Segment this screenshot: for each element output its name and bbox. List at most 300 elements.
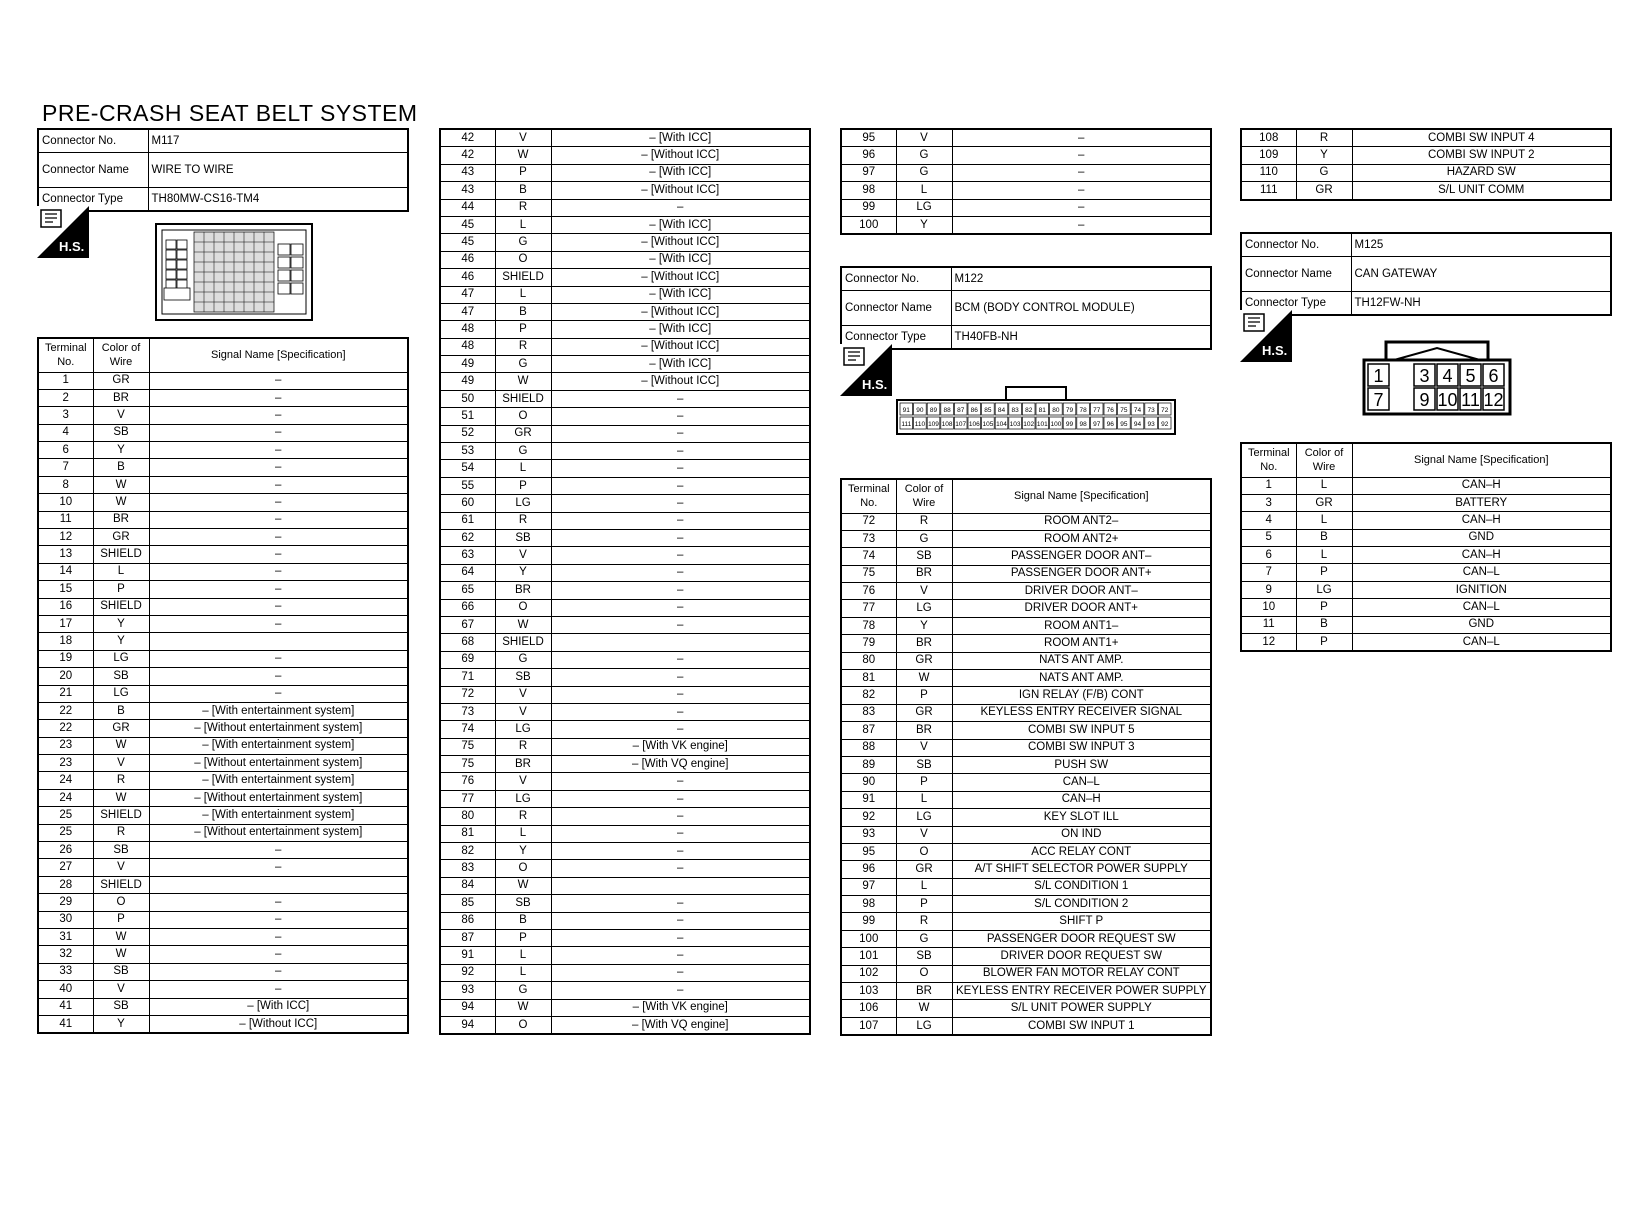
wire-color-cell: V (896, 583, 952, 600)
pin-number: 6 (1488, 366, 1499, 386)
wire-color-cell: BR (896, 722, 952, 739)
wire-color-cell: SB (896, 948, 952, 965)
terminal-no-cell: 76 (440, 773, 495, 790)
signal-name-header: Signal Name [Specification] (149, 338, 408, 372)
signal-name-cell: – (551, 390, 810, 407)
connector-name-label: Connector Name (1241, 257, 1351, 292)
terminal-no-cell: 49 (440, 356, 495, 373)
signal-name-cell: – (551, 443, 810, 460)
signal-name-cell: – (551, 529, 810, 546)
terminal-no-cell: 107 (841, 1017, 896, 1035)
terminal-no-cell: 4 (1241, 512, 1296, 529)
terminal-no-cell: 98 (841, 182, 896, 199)
terminal-no-cell: 100 (841, 930, 896, 947)
table-row (841, 635, 1211, 652)
table-row (38, 702, 408, 719)
wire-color-cell: BR (93, 511, 149, 528)
table-row (440, 843, 810, 860)
signal-name-cell: – (551, 599, 810, 616)
table-row (1241, 634, 1611, 652)
signal-name-cell: NATS ANT AMP. (952, 670, 1211, 687)
wire-color-cell: GR (93, 372, 149, 389)
pin-number: 73 (1147, 407, 1155, 414)
signal-name-cell: ROOM ANT2+ (952, 530, 1211, 547)
table-row (841, 756, 1211, 773)
wire-color-cell: V (896, 739, 952, 756)
wire-color-cell: BR (896, 565, 952, 582)
terminal-no-cell: 31 (38, 929, 93, 946)
signal-name-cell: KEYLESS ENTRY RECEIVER SIGNAL (952, 704, 1211, 721)
signal-name-cell: – [Without ICC] (551, 373, 810, 390)
table-row (38, 529, 408, 546)
terminal-no-cell: 93 (440, 982, 495, 999)
pin-number: 90 (916, 407, 924, 414)
signal-name-cell: – (551, 199, 810, 216)
terminal-no-cell: 43 (440, 182, 495, 199)
m122-terminal-table (840, 478, 1212, 1036)
wire-color-cell: BR (896, 635, 952, 652)
m122-connector-no: M122 (951, 267, 1211, 291)
terminal-table (1240, 128, 1612, 201)
terminal-no-cell: 26 (38, 842, 93, 859)
table-row (38, 876, 408, 893)
m117-connector-name: WIRE TO WIRE (148, 153, 408, 188)
wire-color-cell: V (896, 129, 952, 147)
signal-name-cell: – [With VQ engine] (551, 1016, 810, 1034)
signal-name-cell (551, 877, 810, 894)
signal-name-cell: – (551, 860, 810, 877)
table-row (38, 807, 408, 824)
table-row (440, 1016, 810, 1034)
wire-color-cell: GR (1296, 494, 1352, 511)
wire-color-cell: O (495, 860, 551, 877)
wire-color-cell: G (1296, 164, 1352, 181)
signal-name-cell: – (551, 721, 810, 738)
terminal-no-cell: 1 (1241, 477, 1296, 494)
wire-color-cell: R (495, 338, 551, 355)
table-row (38, 963, 408, 980)
signal-name-cell: ROOM ANT2– (952, 513, 1211, 530)
signal-name-cell: CAN–H (1352, 477, 1611, 494)
wire-color-cell: Y (1296, 147, 1352, 164)
signal-name-cell: HAZARD SW (1352, 164, 1611, 181)
pin-number: 76 (1106, 407, 1114, 414)
terminal-no-cell: 73 (440, 703, 495, 720)
signal-name-cell: – [Without ICC] (551, 269, 810, 286)
table-row (841, 216, 1211, 234)
wire-color-cell: L (495, 216, 551, 233)
table-row (440, 582, 810, 599)
wire-color-cell: GR (93, 720, 149, 737)
terminal-no-cell: 97 (841, 164, 896, 181)
wire-color-cell: W (495, 616, 551, 633)
table-row (440, 460, 810, 477)
table-row (1241, 529, 1611, 546)
terminal-no-cell: 5 (1241, 529, 1296, 546)
terminal-no-cell: 75 (841, 565, 896, 582)
wire-color-cell: SB (93, 842, 149, 859)
wire-color-cell: Y (495, 843, 551, 860)
signal-name-cell: ON IND (952, 826, 1211, 843)
terminal-no-cell: 91 (440, 947, 495, 964)
signal-name-cell: – (952, 164, 1211, 181)
pin-number: 93 (1147, 421, 1155, 428)
terminal-table (37, 337, 409, 1034)
terminal-no-cell: 60 (440, 495, 495, 512)
terminal-no-cell: 80 (841, 652, 896, 669)
terminal-no-cell: 77 (440, 790, 495, 807)
wire-color-cell: SB (896, 548, 952, 565)
terminal-no-cell: 89 (841, 756, 896, 773)
wire-color-cell: W (93, 789, 149, 806)
signal-name-cell: IGN RELAY (F/B) CONT (952, 687, 1211, 704)
wire-color-cell: P (1296, 564, 1352, 581)
terminal-no-cell: 21 (38, 685, 93, 702)
signal-name-cell: – [Without ICC] (551, 338, 810, 355)
signal-name-cell: CAN–L (1352, 564, 1611, 581)
wire-color-cell: W (93, 929, 149, 946)
signal-name-cell: S/L CONDITION 2 (952, 896, 1211, 913)
pin-number: 78 (1079, 407, 1087, 414)
pin-number: 3 (1419, 366, 1430, 386)
pin-number: 100 (1050, 421, 1062, 428)
terminal-table (1240, 442, 1612, 652)
signal-name-cell: COMBI SW INPUT 4 (1352, 129, 1611, 147)
terminal-no-cell: 17 (38, 615, 93, 632)
table-row (841, 548, 1211, 565)
wire-color-cell: SB (495, 669, 551, 686)
pin-number: 5 (1465, 366, 1476, 386)
wire-color-cell: GR (896, 652, 952, 669)
table-row (440, 964, 810, 981)
terminal-no-cell: 83 (440, 860, 495, 877)
terminal-no-cell: 97 (841, 878, 896, 895)
signal-name-cell: – (551, 512, 810, 529)
wire-color-cell: V (495, 773, 551, 790)
terminal-no-cell: 90 (841, 774, 896, 791)
wire-color-cell: O (896, 843, 952, 860)
signal-name-cell: – [With ICC] (551, 321, 810, 338)
terminal-no-cell: 42 (440, 147, 495, 164)
signal-name-cell: COMBI SW INPUT 5 (952, 722, 1211, 739)
connector-type-label: Connector Type (841, 326, 951, 350)
signal-name-cell: – (149, 859, 408, 876)
table-row (440, 616, 810, 633)
table-row (38, 476, 408, 493)
table-row (440, 356, 810, 373)
wire-color-cell: BR (495, 582, 551, 599)
terminal-no-cell: 46 (440, 269, 495, 286)
wire-color-cell: W (495, 373, 551, 390)
terminal-no-cell: 79 (841, 635, 896, 652)
pin-number: 84 (997, 407, 1006, 414)
pin-number: 72 (1161, 407, 1169, 414)
terminal-no-cell: 66 (440, 599, 495, 616)
pin-number: 108 (941, 421, 953, 428)
table-row (38, 442, 408, 459)
table-row (38, 494, 408, 511)
table-row (440, 703, 810, 720)
pin-number: 81 (1038, 407, 1046, 414)
table-row (440, 895, 810, 912)
table-row (440, 321, 810, 338)
terminal-no-cell: 6 (38, 442, 93, 459)
table-row (440, 564, 810, 581)
pin-number: 105 (982, 421, 994, 428)
table-row (841, 670, 1211, 687)
signal-name-cell: CAN–L (1352, 599, 1611, 616)
signal-name-cell: – [With ICC] (551, 251, 810, 268)
terminal-no-cell: 82 (440, 843, 495, 860)
table-row (38, 511, 408, 528)
m125-connector-no: M125 (1351, 233, 1611, 257)
signal-name-cell: COMBI SW INPUT 2 (1352, 147, 1611, 164)
signal-name-cell (149, 633, 408, 650)
signal-name-cell: – (551, 408, 810, 425)
wire-color-cell: SHIELD (93, 546, 149, 563)
connector-no-label: Connector No. (38, 129, 148, 153)
color-of-wire-header: Color of Wire (1296, 443, 1352, 477)
pin-number: 111 (901, 421, 912, 428)
terminal-no-cell: 50 (440, 390, 495, 407)
wire-color-cell: LG (896, 600, 952, 617)
table-row (440, 999, 810, 1016)
table-row (38, 789, 408, 806)
table-row (440, 547, 810, 564)
wire-color-cell: SB (495, 895, 551, 912)
signal-name-cell: – (149, 981, 408, 998)
terminal-no-cell: 68 (440, 634, 495, 651)
wire-color-cell: LG (93, 650, 149, 667)
wire-color-cell: O (495, 1016, 551, 1034)
terminal-no-cell: 51 (440, 408, 495, 425)
terminal-no-cell: 8 (38, 476, 93, 493)
terminal-no-cell: 80 (440, 808, 495, 825)
pin-number: 1 (1373, 366, 1384, 386)
signal-name-cell: CAN–L (1352, 634, 1611, 652)
wire-color-cell: R (495, 199, 551, 216)
connector-name-label: Connector Name (38, 153, 148, 188)
table-row (38, 859, 408, 876)
terminal-no-cell: 55 (440, 477, 495, 494)
terminal-no-cell: 67 (440, 616, 495, 633)
signal-name-cell: – (149, 894, 408, 911)
wire-color-cell: G (495, 443, 551, 460)
wire-color-cell: L (896, 182, 952, 199)
table-row (440, 147, 810, 164)
terminal-no-cell: 74 (440, 721, 495, 738)
table-row (38, 981, 408, 998)
terminal-no-cell: 82 (841, 687, 896, 704)
wire-color-cell: SB (93, 963, 149, 980)
m117-terminal-table-part-a (37, 337, 409, 1034)
signal-name-cell: – (551, 703, 810, 720)
terminal-no-cell: 16 (38, 598, 93, 615)
wire-color-cell: P (896, 687, 952, 704)
table-row (841, 182, 1211, 199)
terminal-no-cell: 95 (841, 129, 896, 147)
terminal-no-cell: 44 (440, 199, 495, 216)
pin-number: 75 (1120, 407, 1128, 414)
wire-color-cell: O (495, 408, 551, 425)
table-row (841, 583, 1211, 600)
pin-number: 94 (1133, 421, 1142, 428)
terminal-no-cell: 10 (1241, 599, 1296, 616)
pin-number: 103 (1009, 421, 1021, 428)
signal-name-cell: PUSH SW (952, 756, 1211, 773)
wire-color-cell: W (93, 737, 149, 754)
hs-label: H.S. (1262, 343, 1288, 358)
terminal-no-cell: 103 (841, 983, 896, 1000)
signal-name-cell: – [Without ICC] (551, 147, 810, 164)
signal-name-cell: – (149, 476, 408, 493)
m125-terminal-table (1240, 442, 1612, 652)
table-row (440, 634, 810, 651)
terminal-no-cell: 10 (38, 494, 93, 511)
terminal-no-cell: 96 (841, 861, 896, 878)
table-row (1241, 599, 1611, 616)
terminal-no-cell: 1 (38, 372, 93, 389)
m125-connector-type: TH12FW-NH (1351, 292, 1611, 316)
signal-name-cell: ROOM ANT1– (952, 617, 1211, 634)
table-row (440, 756, 810, 773)
wire-color-cell: B (495, 303, 551, 320)
wire-color-cell: GR (495, 425, 551, 442)
terminal-no-cell: 45 (440, 234, 495, 251)
terminal-no-cell: 46 (440, 251, 495, 268)
wire-color-cell: B (93, 702, 149, 719)
terminal-no-cell: 99 (841, 913, 896, 930)
table-row (38, 946, 408, 963)
hs-label: H.S. (59, 239, 85, 254)
signal-name-cell: – (551, 564, 810, 581)
table-row (841, 530, 1211, 547)
wire-color-cell: L (1296, 512, 1352, 529)
pin-number: 7 (1373, 390, 1384, 410)
signal-name-cell: – [With entertainment system] (149, 702, 408, 719)
connector-no-label: Connector No. (841, 267, 951, 291)
signal-name-cell: – [With VK engine] (551, 999, 810, 1016)
wire-color-cell: P (495, 929, 551, 946)
wire-color-cell: V (896, 826, 952, 843)
wire-color-cell: SHIELD (93, 876, 149, 893)
signal-name-cell: – (149, 685, 408, 702)
table-row (841, 774, 1211, 791)
terminal-no-cell: 24 (38, 772, 93, 789)
table-row (1241, 477, 1611, 494)
table-row (38, 685, 408, 702)
table-row (841, 704, 1211, 721)
signal-name-cell: – [With entertainment system] (149, 772, 408, 789)
wire-color-cell: R (495, 738, 551, 755)
terminal-no-cell: 14 (38, 563, 93, 580)
pin-number: 86 (970, 407, 978, 414)
m117-connector-type: TH80MW-CS16-TM4 (148, 188, 408, 212)
terminal-no-cell: 94 (440, 999, 495, 1016)
signal-name-cell: – (551, 912, 810, 929)
table-row (841, 617, 1211, 634)
table-row (1241, 512, 1611, 529)
signal-name-cell: ACC RELAY CONT (952, 843, 1211, 860)
m117-terminal-table-part-c (840, 128, 1212, 235)
table-row (1241, 147, 1611, 164)
terminal-no-cell: 7 (38, 459, 93, 476)
terminal-no-cell: 15 (38, 581, 93, 598)
terminal-no-cell: 71 (440, 669, 495, 686)
signal-name-cell: – [Without ICC] (149, 1015, 408, 1033)
table-row (841, 513, 1211, 530)
wire-color-cell: B (93, 459, 149, 476)
signal-name-cell: – [Without ICC] (551, 182, 810, 199)
m117-info-table (37, 128, 409, 212)
wire-color-cell: L (93, 563, 149, 580)
connector-name-label: Connector Name (841, 291, 951, 326)
table-row (38, 633, 408, 650)
terminal-no-cell: 7 (1241, 564, 1296, 581)
wire-color-cell: P (495, 164, 551, 181)
table-row (440, 599, 810, 616)
terminal-no-cell: 25 (38, 824, 93, 841)
wire-color-cell: Y (93, 633, 149, 650)
signal-name-cell: – [Without entertainment system] (149, 824, 408, 841)
terminal-no-cell: 30 (38, 911, 93, 928)
m125-info-table (1240, 232, 1612, 316)
terminal-no-cell: 28 (38, 876, 93, 893)
signal-name-cell: – (551, 669, 810, 686)
wire-color-cell: V (495, 547, 551, 564)
terminal-no-cell: 48 (440, 321, 495, 338)
table-row (440, 269, 810, 286)
terminal-no-cell: 32 (38, 946, 93, 963)
table-row (38, 911, 408, 928)
wire-color-cell: LG (1296, 581, 1352, 598)
signal-name-cell: – (149, 668, 408, 685)
wire-color-cell: P (1296, 634, 1352, 652)
terminal-table (439, 128, 811, 1035)
table-row (440, 512, 810, 529)
table-row (841, 948, 1211, 965)
wire-color-cell: SB (93, 668, 149, 685)
signal-name-cell: – (551, 495, 810, 512)
table-row (440, 877, 810, 894)
terminal-no-cell: 11 (1241, 616, 1296, 633)
table-row (440, 773, 810, 790)
table-row (440, 373, 810, 390)
wire-color-cell: G (495, 651, 551, 668)
pin-number: 87 (957, 407, 965, 414)
table-row (841, 565, 1211, 582)
signal-name-cell: IGNITION (1352, 581, 1611, 598)
terminal-no-cell: 54 (440, 460, 495, 477)
table-row (841, 739, 1211, 756)
terminal-no-header: Terminal No. (38, 338, 93, 372)
m122-connector-name: BCM (BODY CONTROL MODULE) (951, 291, 1211, 326)
pin-number: 12 (1483, 390, 1504, 410)
wire-color-cell: LG (495, 790, 551, 807)
signal-name-cell: CAN–H (1352, 512, 1611, 529)
table-row (440, 808, 810, 825)
pin-number: 88 (943, 407, 951, 414)
terminal-no-cell: 6 (1241, 547, 1296, 564)
table-row (440, 408, 810, 425)
terminal-no-cell: 41 (38, 998, 93, 1015)
table-row (38, 563, 408, 580)
terminal-no-cell: 23 (38, 737, 93, 754)
terminal-no-cell: 18 (38, 633, 93, 650)
terminal-no-cell: 61 (440, 512, 495, 529)
table-row (1241, 547, 1611, 564)
signal-name-cell: – (551, 964, 810, 981)
